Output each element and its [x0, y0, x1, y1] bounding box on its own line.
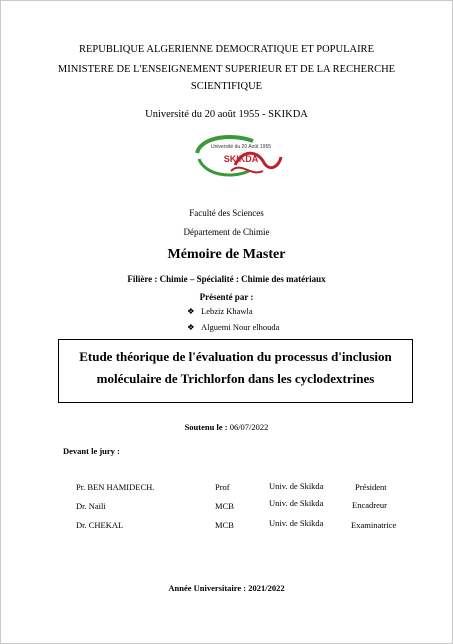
jury-role: Examinatrice [351, 520, 397, 530]
jury-name: Dr. Naili [76, 501, 106, 511]
university-name: Université du 20 août 1955 - SKIKDA [145, 109, 308, 120]
department: Département de Chimie [183, 227, 270, 237]
bullet-icon: ❖ [187, 306, 195, 316]
jury-grade: MCB [215, 501, 234, 511]
jury-affiliation: Univ. de Skikda [269, 481, 324, 491]
faculty: Faculté des Sciences [189, 208, 264, 218]
document-type: Mémoire de Master [167, 247, 286, 262]
logo-name: SKIKDA [223, 154, 259, 164]
author-name: Lebziz Khawla [201, 306, 253, 316]
header-ministry: MINISTERE DE L'ENSEIGNEMENT SUPERIEUR ET DE LA RECHERCHE [57, 64, 396, 75]
author-name: Alguemi Nour elhouda [201, 322, 280, 332]
jury-affiliation: Univ. de Skikda [269, 498, 324, 508]
author-item [187, 306, 253, 317]
thesis-title-box [58, 339, 413, 403]
jury-name: Dr. CHEKAL [76, 520, 124, 530]
university-logo [191, 131, 283, 183]
defense-label: Soutenu le : [184, 422, 228, 432]
jury-name: Pr. BEN HAMIDECH. [76, 482, 155, 492]
thesis-title-line1: Etude théorique de l'évaluation du processus d'inclusion [79, 349, 392, 364]
jury-affiliation: Univ. de Skikda [269, 518, 324, 528]
bullet-icon: ❖ [187, 322, 195, 332]
academic-year: Année Universitaire : 2021/2022 [168, 583, 285, 593]
logo-arc-text: Université du 20 Août 1955 [210, 144, 272, 150]
header-republic: REPUBLIQUE ALGERIENNE DEMOCRATIQUE ET POPULAIRE [79, 44, 374, 55]
jury-role: Encadreur [352, 500, 387, 510]
header-ministry-cont: SCIENTIFIQUE [190, 81, 263, 92]
defense-date-value: 06/07/2022 [229, 422, 269, 432]
presented-by-label: Présenté par : [199, 292, 254, 302]
jury-grade: Prof [215, 482, 230, 492]
author-item [187, 322, 279, 333]
filiere: Filière : Chimie – Spécialité : Chimie des matériaux [127, 274, 326, 284]
defense-date [0, 422, 453, 432]
jury-label: Devant le jury : [63, 446, 120, 456]
jury-role: Président [355, 482, 387, 492]
jury-grade: MCB [215, 520, 234, 530]
thesis-title-line2: moléculaire de Trichlorfon dans les cyclodextrines [96, 371, 375, 386]
